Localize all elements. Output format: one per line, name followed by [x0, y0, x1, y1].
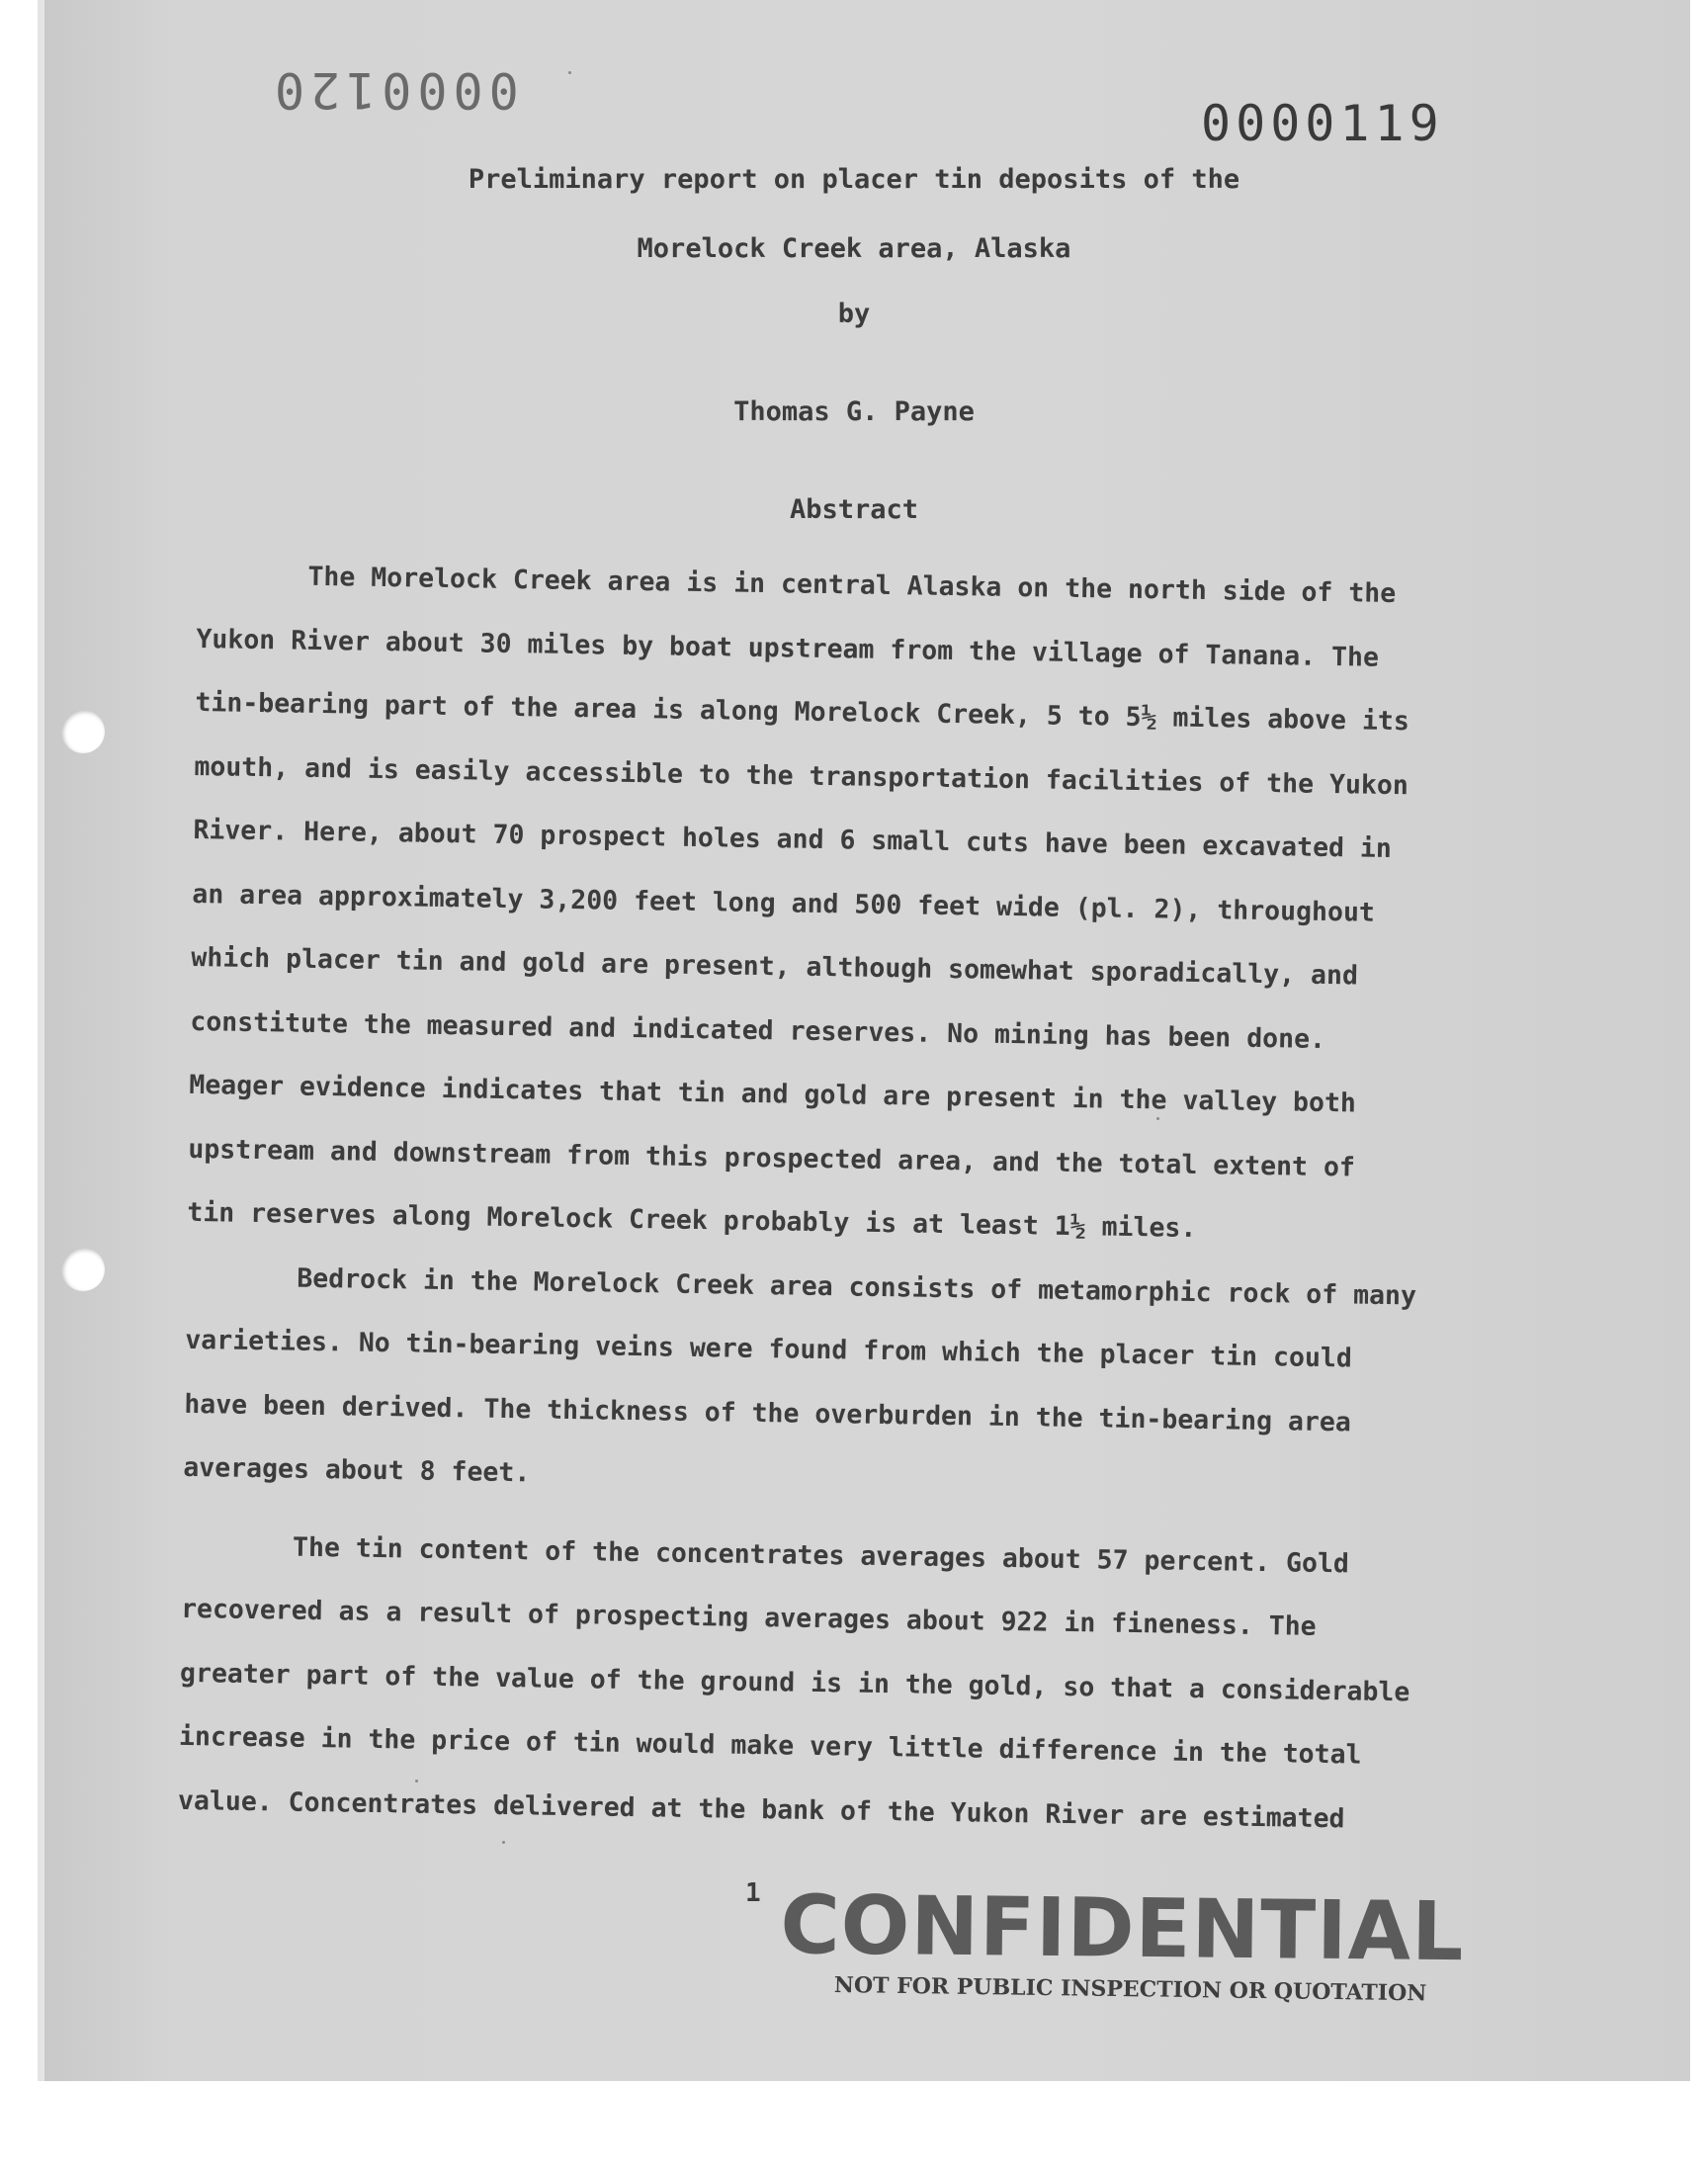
page-number: 1: [745, 1878, 761, 1908]
abstract-line: tin-bearing part of the area is along Morelock Creek, 5 to 5½ miles above its: [195, 686, 1410, 738]
abstract-line: greater part of the value of the ground is in the gold, so that a considerable: [179, 1657, 1410, 1707]
abstract-line: constitute the measured and indicated reserves. No mining has been done.: [190, 1005, 1326, 1055]
abstract-line: Meager evidence indicates that tin and gold are present in the valley both: [189, 1069, 1357, 1119]
punch-hole: [61, 710, 105, 753]
abstract-line: averages about 8 feet.: [183, 1451, 531, 1489]
punch-hole: [61, 1248, 105, 1291]
byline-by: by: [837, 299, 871, 329]
abstract-line: an area approximately 3,200 feet long and 500 feet wide (pl. 2), throughout: [192, 878, 1376, 928]
abstract-line: varieties. No tin-bearing veins were found from which the placer tin could: [185, 1324, 1353, 1374]
author: Thomas G. Payne: [733, 396, 975, 427]
abstract-line: increase in the price of tin would make very little difference in the total: [178, 1720, 1362, 1771]
abstract-body: [178, 544, 1493, 1853]
abstract-line: tin reserves along Morelock Creek probably is at least 1½ miles.: [187, 1196, 1197, 1244]
abstract-line: which placer tin and gold are present, although somewhat sporadically, and: [191, 941, 1359, 992]
abstract-line: upstream and downstream from this prospected area, and the total extent of: [188, 1133, 1356, 1182]
abstract-line: The tin content of the concentrates averages about 57 percent. Gold: [292, 1531, 1350, 1579]
speck: [502, 1841, 505, 1844]
title-line-2: Morelock Creek area, Alaska: [637, 233, 1071, 264]
upside-down-stamp-number: 0000120: [269, 61, 519, 119]
abstract-line: The Morelock Creek area is in central Alaska on the north side of the: [307, 561, 1397, 610]
confidential-stamp: CONFIDENTIAL: [780, 1878, 1465, 1980]
confidential-notice: NOT FOR PUBLIC INSPECTION OR QUOTATION: [833, 1972, 1427, 2007]
abstract-line: recovered as a result of prospecting averages about 922 in fineness. The: [180, 1593, 1317, 1642]
abstract-line: value. Concentrates delivered at the bank of the Yukon River are estimated: [177, 1784, 1345, 1834]
speck: [568, 71, 571, 74]
abstract-heading: Abstract: [789, 494, 919, 525]
abstract-line: River. Here, about 70 prospect holes and 6 small cuts have been excavated in: [193, 814, 1393, 865]
abstract-line: have been derived. The thickness of the overburden in the tin-bearing area: [184, 1388, 1352, 1437]
abstract-line: Yukon River about 30 miles by boat upstream from the village of Tanana. The: [196, 623, 1380, 673]
page-stamp-number: 0000119: [1201, 95, 1444, 152]
abstract-line: mouth, and is easily accessible to the transportation facilities of the Yukon: [194, 750, 1409, 801]
abstract-line: Bedrock in the Morelock Creek area consists of metamorphic rock of many: [297, 1262, 1417, 1311]
title-line-1: Preliminary report on placer tin deposits of the: [468, 164, 1240, 195]
